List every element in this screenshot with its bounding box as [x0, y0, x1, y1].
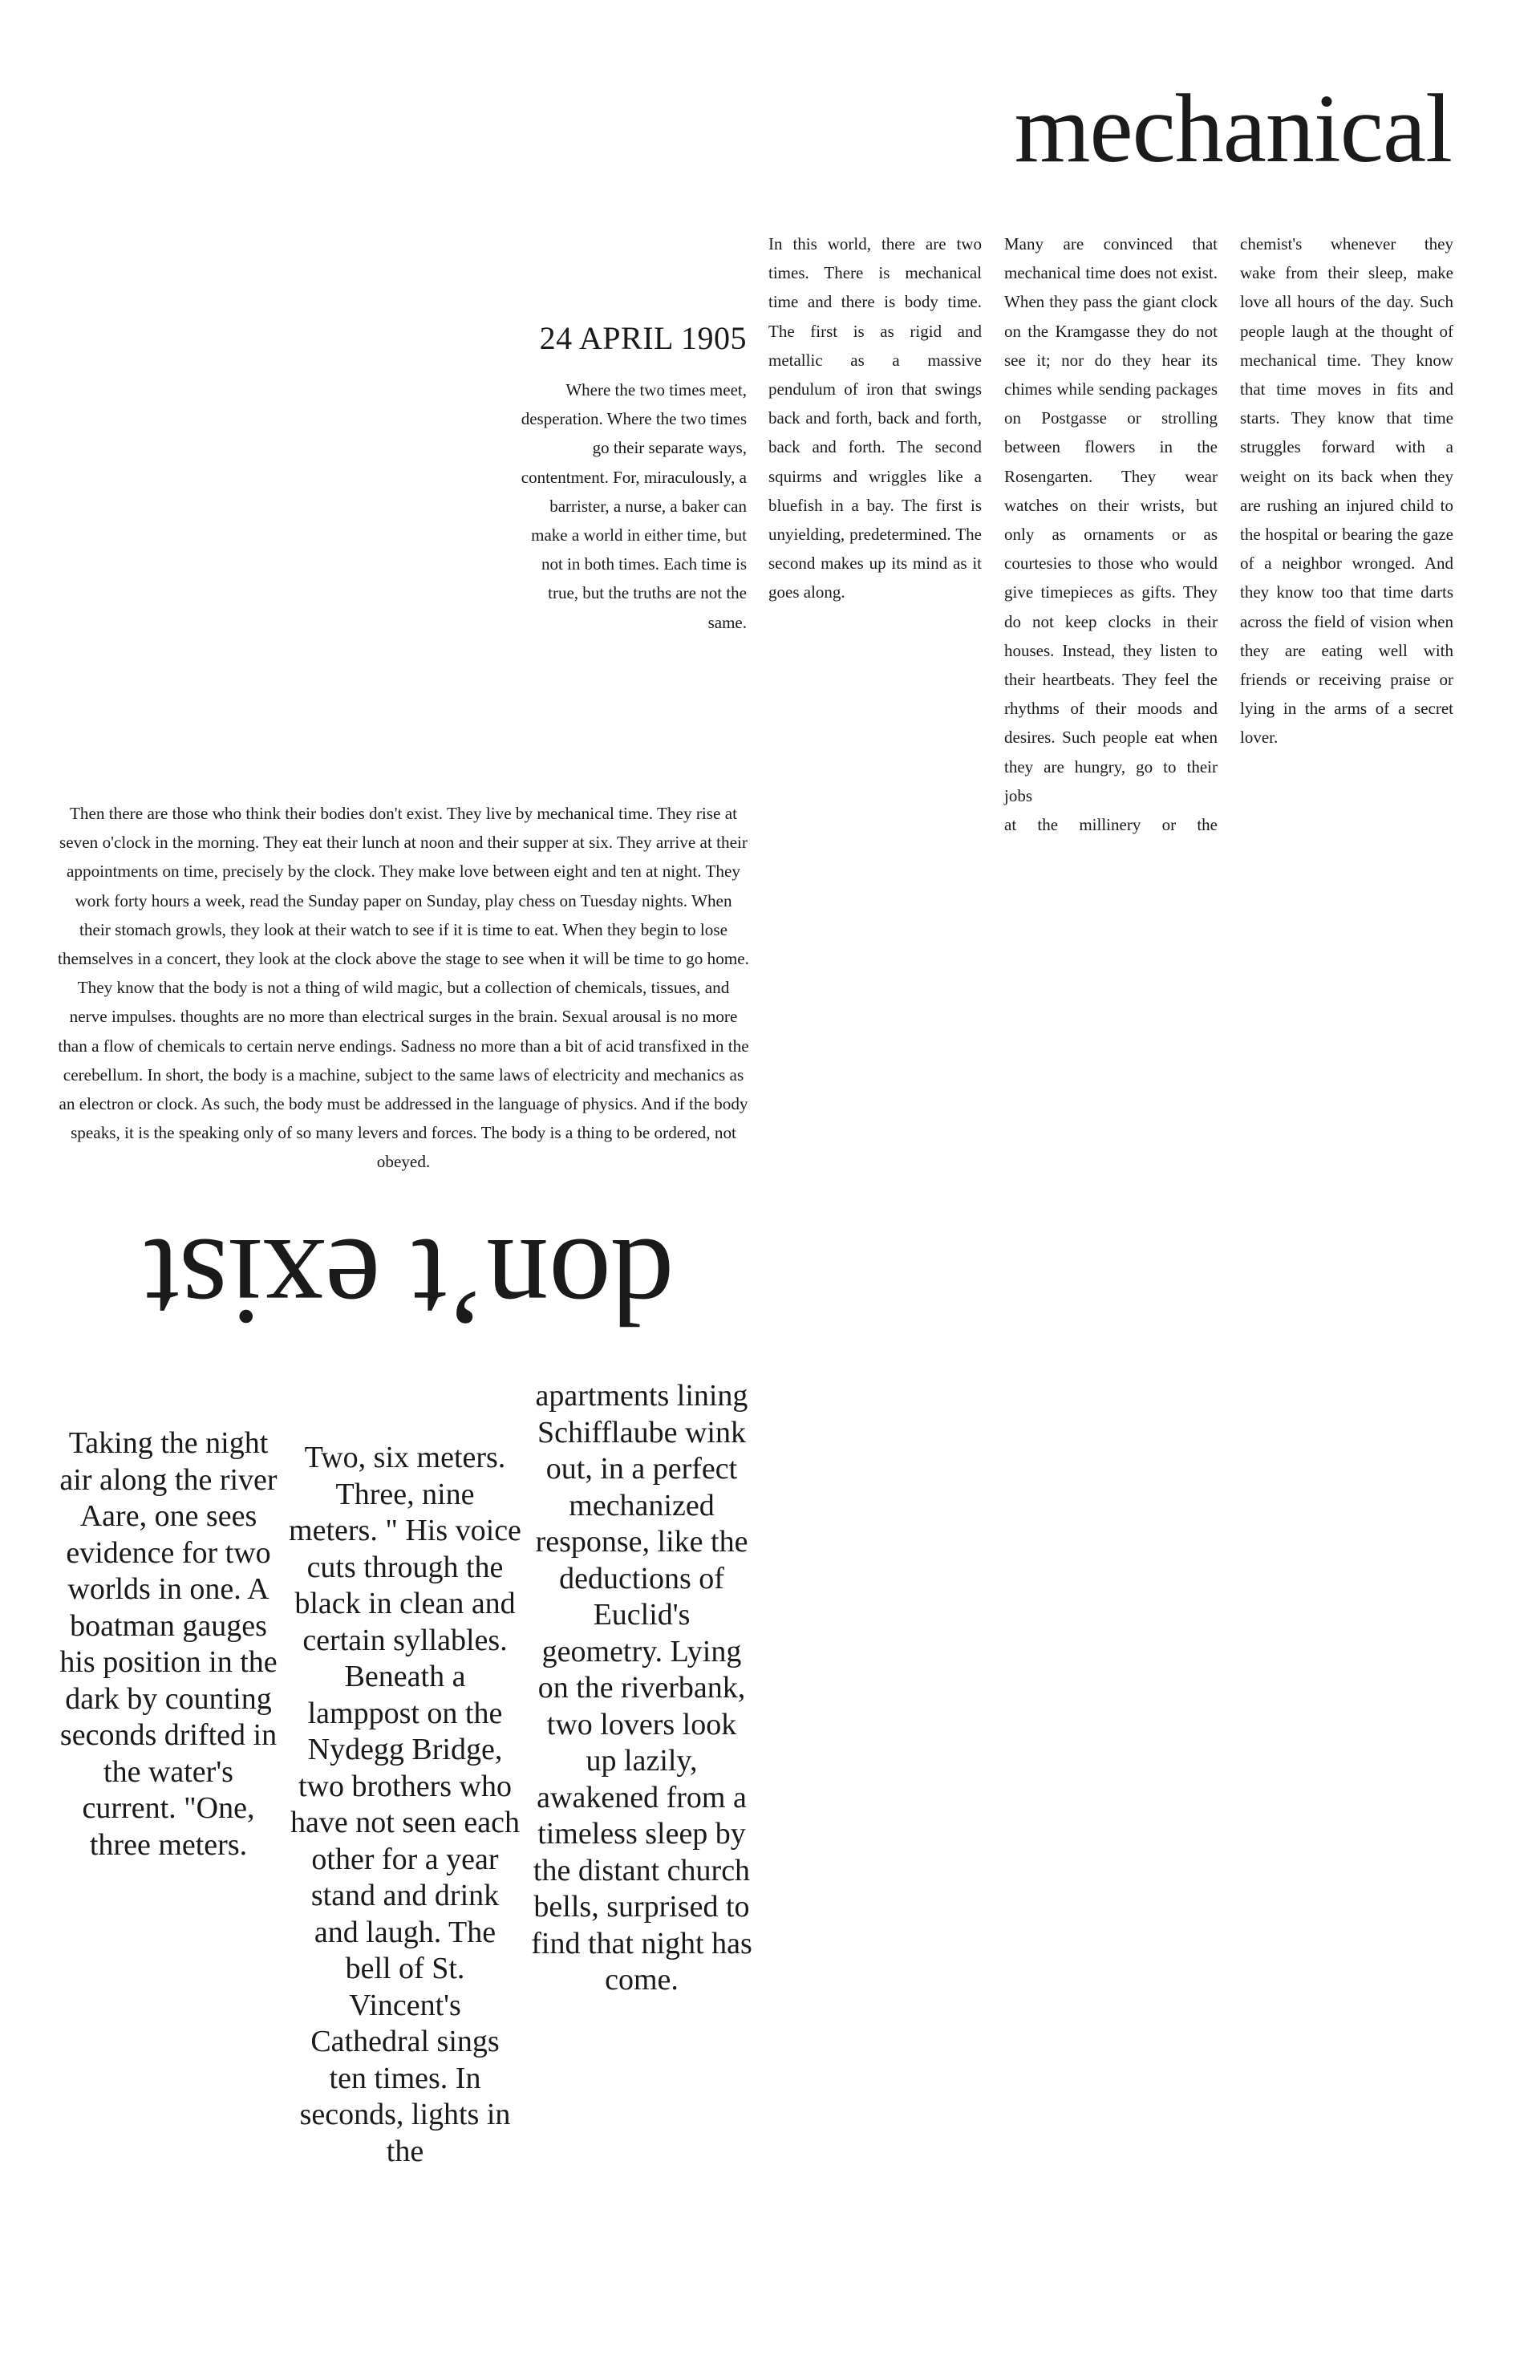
intro-paragraph: Where the two times meet, desperation. Where the two times go their separate ways, contentment. For, miraculously, a barrister, a nurse, a baker can make a world in either time, but not in both times. Each time is true, but the truths are not the same. [521, 380, 747, 632]
text-column-2-last-line: at the millinery or the [1004, 815, 1218, 835]
text-column-3-first-line: chemist's whenever they [1240, 234, 1453, 253]
title-mechanical: mechanical [1014, 75, 1452, 183]
text-column-1: In this world, there are two times. There is mechanical time and there is body time. The first is as rigid and metallic as a massive pendulum of iron that swings back and forth, back and forth, back and forth. The second squirms and wriggles like a bluefish in a bay. The first is unyielding, predetermined. The second makes up its mind as it goes along. [768, 234, 982, 602]
text-column-2-body: Many are convinced that mechanical time does not exist. When they pass the giant clock on the Kramgasse they do not see it; nor do they hear its chimes while sending packages on Postgasse or strolling between flowers in the Rosengarten. They wear watches on their wrists, but only as ornaments or as courtesies to those who would give timepieces as gifts. They do not keep clocks in their houses. Instead, they listen to their heartbeats. They feel the rhythms of their moods and desires. Such people eat when they are hungry, go to their jobs [1004, 234, 1218, 805]
title-dont-exist-inverted: don’t exist [144, 1213, 675, 1352]
text-column-3 [1240, 229, 1453, 752]
date-heading: 24 APRIL 1905 [539, 320, 747, 356]
large-text-column-3: apartments lining Schifflaube wink out, in a perfect mechanized response, like the deductions of Euclid's geometry. Lying on the riverbank, two lovers look up lazily, awakened from a timeless sleep by the distant church bells, surprised to find that night has come. [531, 1379, 752, 1997]
centered-body-paragraph: Then there are those who think their bodies don't exist. They live by mechanical time. They rise at seven o'clock in the morning. They eat their lunch at noon and their supper at six. They arrive at their appointments on time, precisely by the clock. They make love between eight and ten at night. They work forty hours a week, read the Sunday paper on Sunday, play chess on Tuesday nights. When their stomach growls, they look at their watch to see if it is time to eat. When they begin to lose themselves in a concert, they look at the clock above the stage to see when it will be time to go home. They know that the body is not a thing of wild magic, but a collection of chemicals, tissues, and nerve impulses. thoughts are no more than electrical surges in the brain. Sexual arousal is no more than a flow of chemicals to certain nerve endings. Sadness no more than a bit of acid transfixed in the cerebellum. In short, the body is a machine, subject to the same laws of electricity and mechanics as an electron or clock. As such, the body must be addressed in the language of physics. And if the body speaks, it is the speaking only of so many levers and forces. The body is a thing to be ordered, not obeyed. [58, 804, 749, 1172]
text-column-3-body: wake from their sleep, make love all hours of the day. Such people laugh at the thought of mechanical time. They know that time moves in fits and starts. They know that time struggles forward with a weight on its back when they are rushing an injured child to the hospital or bearing the gaze of a neighbor wronged. And they know too that time darts across the field of vision when they are eating well with friends or receiving praise or lying in the arms of a secret lover. [1240, 263, 1453, 748]
large-text-column-1: Taking the night air along the river Aare, one sees evidence for two worlds in one. A boatman gauges his position in the dark by counting seconds drifted in the water's current. "One, three meters. [59, 1426, 278, 1862]
large-text-column-2: Two, six meters. Three, nine meters. " His voice cuts through the black in clean and certain syllables. Beneath a lamppost on the Nydegg Bridge, two brothers who have not seen each other for a year stand and drink and laugh. The bell of St. Vincent's Cathedral sings ten times. In seconds, lights in the [289, 1441, 521, 2168]
text-column-2 [1004, 229, 1218, 839]
